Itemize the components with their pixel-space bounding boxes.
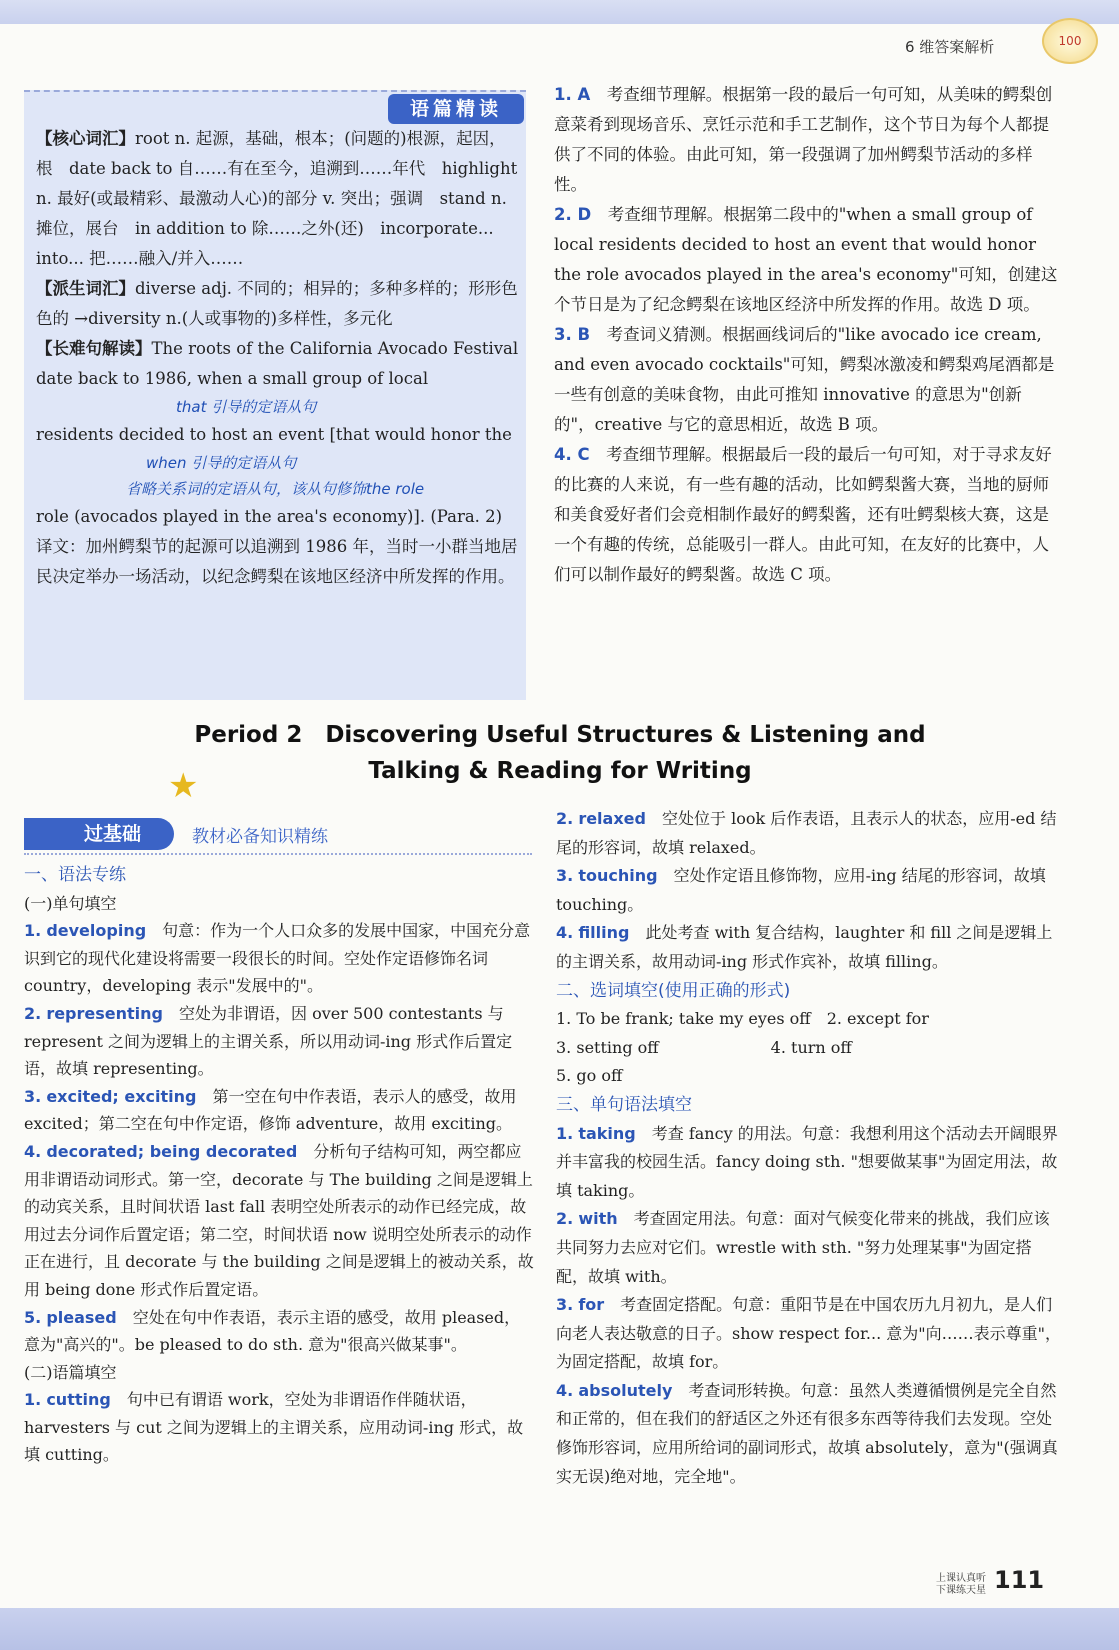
- item-text: 空处在句中作表语，表示主语的感受，故用 pleased，意为"高兴的"。be pleased to do sth. 意为"很高兴做某事"。: [24, 1307, 521, 1355]
- fill-row-1: [556, 1005, 1062, 1034]
- reading-answer-2: [554, 200, 1060, 320]
- grammar-sub1: (一)单句填空: [24, 893, 117, 913]
- derive-vocab: [36, 274, 521, 334]
- long-text-3: role (avocados played in the area's economy)]. (Para. 2): [36, 507, 503, 526]
- fill-answer: 4. turn off: [770, 1037, 852, 1057]
- answer-text: 考查词义猜测。根据画线词后的"like avocado ice cream, and even avocado cocktails"可知，鳄梨冰激凌和鳄梨鸡尾酒都是一些有创意的美味食物，由此可推知 innovative 的意思为"创新的"，creative 与它的意思相近，故选 B 项。: [554, 325, 1055, 434]
- reading-answer-4: [554, 440, 1060, 590]
- top-band: [0, 0, 1119, 24]
- item-answer: cutting: [46, 1390, 111, 1410]
- single-item-3: [556, 1291, 1062, 1377]
- item-text: 句意：作为一个人口众多的发展中国家，中国充分意识到它的现代化建设将需要一段很长的时间。空处作定语修饰名词 country，developing 表示"发展中的"。: [24, 921, 531, 996]
- item-num: 4.: [556, 923, 574, 943]
- item-num: 2.: [24, 1003, 42, 1023]
- answer-text: 考查细节理解。根据第一段的最后一句可知，从美味的鳄梨创意菜肴到现场音乐、烹饪示范和手工艺制作，这个节日为每个人都提供了不同的体验。由此可知，第一段强调了加州鳄梨节活动的多样性。: [554, 85, 1053, 194]
- grammar-right: [556, 805, 1062, 1491]
- item-text: 空处作定语且修饰物，应用-ing 结尾的形容词，故填 touching。: [556, 866, 1046, 914]
- item-text: 分析句子结构可知，两空都应用非谓语动词形式。第一空，decorate 与 The building 之间是逻辑上的动宾关系，且时间状语 last fall 表明空处所表示的动作已经完成，故用过去分词作后置定语；第二空，时间状语 now 说明空处所表示的动作正在进行，且 decorate 与 the building 之间是逻辑上的被动关系，故用 being done 形式作后置定语。: [24, 1141, 534, 1299]
- item-num: 3.: [556, 866, 574, 886]
- grammar-item-3: [24, 1083, 536, 1138]
- footer-motto: 上课认真听 下课练天星: [936, 1573, 986, 1596]
- period-title: [160, 717, 960, 789]
- item-answer: developing: [46, 921, 147, 941]
- item-answer: representing: [46, 1003, 163, 1023]
- item-num: 4.: [24, 1141, 42, 1161]
- answer-num: 1. A: [554, 85, 591, 104]
- vocab-tag: 语篇精读: [388, 94, 524, 124]
- long-text-1: The roots of the California Avocado Festival date back to 1986, when a small group of local: [36, 339, 519, 388]
- derive-head: 【派生词汇】: [36, 279, 135, 298]
- passage-item-1: [24, 1386, 536, 1469]
- reading-answer-3: [554, 320, 1060, 440]
- section-tag: 过基础: [24, 818, 174, 850]
- note-2: when 引导的定语从句: [146, 454, 297, 472]
- long-sentence: [36, 334, 521, 394]
- fill-row-3: [556, 1062, 1062, 1091]
- fill-answer: 5. go off: [556, 1066, 623, 1086]
- item-num: 2.: [556, 809, 574, 828]
- period-line-1: Period 2 Discovering Useful Structures & Listening and: [194, 722, 926, 748]
- grammar-left: [24, 862, 536, 1469]
- item-answer: decorated; being decorated: [46, 1141, 298, 1161]
- item-answer: absolutely: [578, 1380, 673, 1400]
- grammar-item-5: [24, 1304, 536, 1359]
- header-label: 6 维答案解析: [905, 38, 995, 56]
- item-num: 1.: [24, 1390, 42, 1410]
- item-answer: filling: [578, 923, 630, 943]
- item-text: 第一空在句中作表语，表示人的感受，故用 excited；第二空在句中作定语，修饰 adventure，故用 exciting。: [24, 1086, 517, 1134]
- item-text: 考查固定搭配。句意：重阳节是在中国农历九月初九，是人们向老人表达敬意的日子。show respect for... 意为"向……表示尊重"，为固定搭配，故填 for。: [556, 1295, 1061, 1372]
- item-num: 1.: [24, 921, 42, 941]
- passage-item-2: [556, 805, 1062, 862]
- fill-row-2: [556, 1034, 1062, 1063]
- grammar-head: 一、语法专练: [24, 865, 126, 885]
- derive-text: diverse adj. 不同的；相异的；多种多样的；形形色色的 →diversity n.(人或事物的)多样性，多元化: [36, 279, 518, 328]
- core-vocab: [36, 124, 521, 274]
- core-head: 【核心词汇】: [36, 129, 135, 148]
- logo-icon: 100: [1042, 18, 1098, 64]
- note-1: that 引导的定语从句: [176, 398, 317, 416]
- item-num: 4.: [556, 1380, 574, 1400]
- page-number: 111: [994, 1566, 1045, 1594]
- answer-text: 考查细节理解。根据最后一段的最后一句可知，对于寻求友好的比赛的人来说，有一些有趣的活动，比如鳄梨酱大赛，当地的厨师和美食爱好者们会竞相制作最好的鳄梨酱，还有吐鳄梨核大赛，这是一个有趣的传统，总能吸引一群人。由此可知，在友好的比赛中，人们可以制作最好的鳄梨酱。故选 C 项。: [554, 445, 1052, 584]
- period-line-2: Talking & Reading for Writing: [368, 758, 752, 784]
- grammar-item-4: [24, 1138, 536, 1304]
- fill-head: 二、选词填空(使用正确的形式): [556, 980, 791, 1001]
- answer-num: 2. D: [554, 205, 592, 224]
- reading-answers: [554, 80, 1060, 590]
- item-text: 此处考查 with 复合结构，laughter 和 fill 之间是逻辑上的主谓关系，故用动词-ing 形式作宾补，故填 filling。: [556, 923, 1053, 971]
- translation: 译文：加州鳄梨节的起源可以追溯到 1986 年，当时一小群当地居民决定举办一场活动，以纪念鳄梨在该地区经济中所发挥的作用。: [36, 537, 518, 586]
- single-item-1: [556, 1120, 1062, 1206]
- fill-answer: 2. except for: [826, 1009, 929, 1029]
- item-num: 5.: [24, 1307, 42, 1327]
- grammar-sub2: (二)语篇填空: [24, 1362, 117, 1382]
- answer-num: 4. C: [554, 445, 590, 464]
- item-answer: taking: [578, 1123, 636, 1143]
- note-3: 省略关系词的定语从句，该从句修饰the role: [126, 480, 425, 498]
- item-text: 空处位于 look 后作表语，且表示人的状态，应用-ed 结尾的形容词，故填 relaxed。: [556, 809, 1057, 857]
- item-num: 1.: [556, 1123, 574, 1143]
- passage-item-3: [556, 862, 1062, 919]
- item-answer: with: [578, 1209, 618, 1229]
- fill-answer: 1. To be frank; take my eyes off: [556, 1009, 811, 1029]
- item-answer: touching: [578, 866, 658, 886]
- answer-num: 3. B: [554, 325, 591, 344]
- item-text: 考查词形转换。句意：虽然人类遵循惯例是完全自然和正常的，但在我们的舒适区之外还有很多东西等待我们去发现。空处修饰形容词，应用所给词的副词形式，故填 absolutely，意为"(强调真实无误)绝对地，完全地"。: [556, 1380, 1058, 1486]
- item-answer: pleased: [46, 1307, 117, 1327]
- grammar-item-2: [24, 1000, 536, 1083]
- item-text: 空处为非谓语，因 over 500 contestants 与 represent 之间为逻辑上的主谓关系，所以用动词-ing 形式作后置定语，故填 representing。: [24, 1003, 513, 1079]
- item-num: 2.: [556, 1209, 574, 1229]
- item-answer: for: [578, 1295, 605, 1315]
- passage-item-4: [556, 919, 1062, 976]
- long-text-2: residents decided to host an event [that would honor the: [36, 425, 512, 444]
- item-text: 考查 fancy 的用法。句意：我想利用这个活动去开阔眼界并丰富我的校园生活。fancy doing sth. "想要做某事"为固定用法，故填 taking。: [556, 1123, 1058, 1200]
- bottom-band: [0, 1608, 1119, 1650]
- core-text: root n. 起源，基础，根本；(问题的)根源，起因，根 date back to 自……有在至今，追溯到……年代 highlight n. 最好(或最精彩、最激动人心)的部分 v. 突出；强调 stand n. 摊位，展台 in addition to 除……之外(还) incorporate... into... 把……融入/并入……: [36, 129, 518, 268]
- single-item-4: [556, 1377, 1062, 1491]
- single-item-2: [556, 1205, 1062, 1291]
- item-answer: relaxed: [578, 809, 646, 828]
- star-icon: ★: [168, 766, 199, 806]
- grammar-item-1: [24, 917, 536, 1000]
- fill-answer: 3. setting off: [556, 1037, 659, 1057]
- item-num: 3.: [24, 1086, 42, 1106]
- section-sub: 教材必备知识精练: [192, 827, 328, 847]
- divider: [24, 853, 532, 855]
- answer-text: 考查细节理解。根据第二段中的"when a small group of local residents decided to host an event that would honor the role avocados played in the area's economy"可知，创建这个节日是为了纪念鳄梨在该地区经济中所发挥的作用。故选 D 项。: [554, 205, 1058, 314]
- long-head: 【长难句解读】: [36, 339, 152, 358]
- single-head: 三、单句语法填空: [556, 1094, 692, 1115]
- item-num: 3.: [556, 1295, 574, 1315]
- item-answer: excited; exciting: [46, 1086, 197, 1106]
- item-text: 句中已有谓语 work，空处为非谓语作伴随状语，harvesters 与 cut 之间为逻辑上的主谓关系，应用动词-ing 形式，故填 cutting。: [24, 1390, 524, 1465]
- reading-answer-1: [554, 80, 1060, 200]
- vocab-text: [36, 124, 521, 592]
- item-text: 考查固定用法。句意：面对气候变化带来的挑战，我们应该共同努力去应对它们。wrestle with sth. "努力处理某事"为固定搭配，故填 with。: [556, 1209, 1050, 1286]
